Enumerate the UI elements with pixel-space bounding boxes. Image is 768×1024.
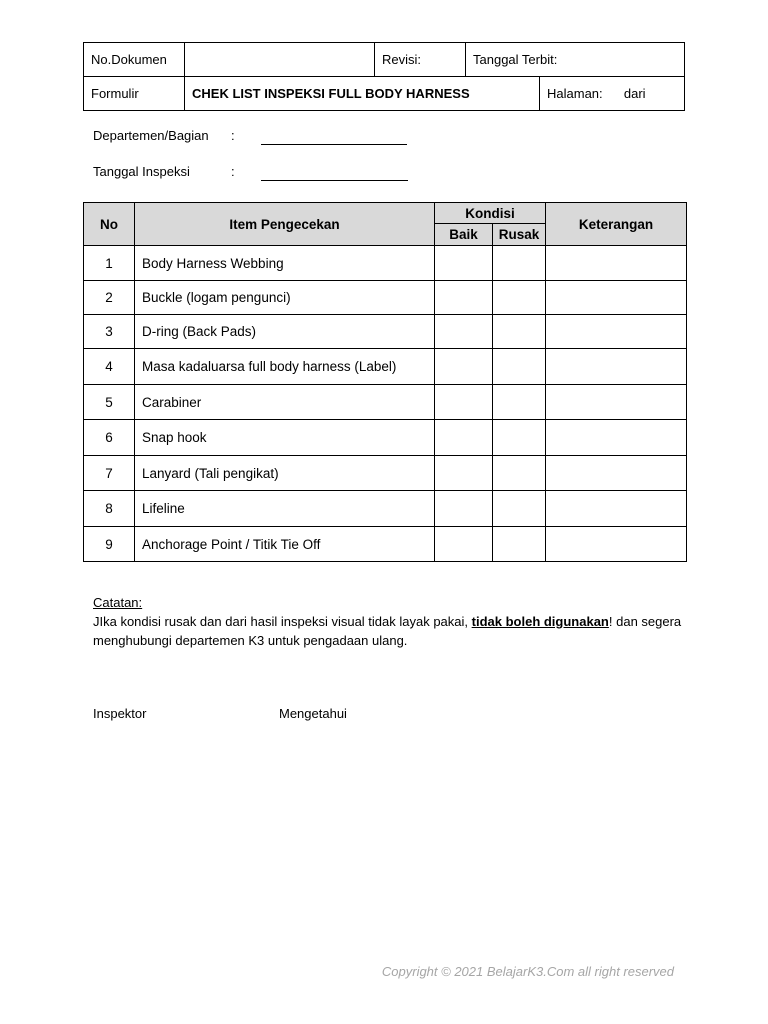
col-header-baik: Baik bbox=[435, 224, 493, 246]
no-dokumen-value[interactable] bbox=[185, 43, 375, 77]
row-no: 4 bbox=[84, 349, 135, 385]
baik-checkbox-cell[interactable] bbox=[435, 527, 493, 562]
notes-text-before: JIka kondisi rusak dan dari hasil inspeksi visual tidak layak pakai, bbox=[93, 614, 472, 629]
rusak-checkbox-cell[interactable] bbox=[493, 491, 546, 527]
departemen-label: Departemen/Bagian bbox=[93, 128, 209, 143]
row-item: Snap hook bbox=[135, 420, 435, 456]
halaman-label: Halaman: bbox=[547, 86, 603, 101]
rusak-checkbox-cell[interactable] bbox=[493, 456, 546, 491]
tanggal-inspeksi-input-line[interactable] bbox=[261, 180, 408, 181]
rusak-checkbox-cell[interactable] bbox=[493, 527, 546, 562]
baik-checkbox-cell[interactable] bbox=[435, 491, 493, 527]
keterangan-cell[interactable] bbox=[546, 281, 687, 315]
table-row bbox=[84, 349, 687, 385]
departemen-input-line[interactable] bbox=[261, 144, 407, 145]
row-no: 9 bbox=[84, 527, 135, 562]
revisi-label: Revisi: bbox=[375, 43, 466, 77]
notes-section bbox=[93, 593, 683, 650]
keterangan-cell[interactable] bbox=[546, 491, 687, 527]
row-no: 5 bbox=[84, 385, 135, 420]
col-header-rusak: Rusak bbox=[493, 224, 546, 246]
signature-mengetahui: Mengetahui bbox=[279, 706, 347, 721]
keterangan-cell[interactable] bbox=[546, 349, 687, 385]
signature-inspektor: Inspektor bbox=[93, 706, 147, 721]
rusak-checkbox-cell[interactable] bbox=[493, 246, 546, 281]
baik-checkbox-cell[interactable] bbox=[435, 349, 493, 385]
keterangan-cell[interactable] bbox=[546, 246, 687, 281]
row-item: Lifeline bbox=[135, 491, 435, 527]
table-row bbox=[84, 491, 687, 527]
baik-checkbox-cell[interactable] bbox=[435, 420, 493, 456]
departemen-colon: : bbox=[231, 128, 235, 143]
row-no: 7 bbox=[84, 456, 135, 491]
document-header-table bbox=[83, 42, 685, 111]
row-item: Buckle (logam pengunci) bbox=[135, 281, 435, 315]
tanggal-inspeksi-colon: : bbox=[231, 164, 235, 179]
row-item: Carabiner bbox=[135, 385, 435, 420]
notes-emphasis: tidak boleh digunakan bbox=[471, 614, 609, 629]
rusak-checkbox-cell[interactable] bbox=[493, 385, 546, 420]
tanggal-terbit-label: Tanggal Terbit: bbox=[466, 43, 685, 77]
checklist-table bbox=[83, 202, 687, 562]
keterangan-cell[interactable] bbox=[546, 527, 687, 562]
halaman-cell bbox=[540, 77, 685, 111]
col-header-keterangan: Keterangan bbox=[546, 203, 687, 246]
row-item: Masa kadaluarsa full body harness (Label) bbox=[135, 349, 435, 385]
formulir-label: Formulir bbox=[84, 77, 185, 111]
table-row bbox=[84, 281, 687, 315]
baik-checkbox-cell[interactable] bbox=[435, 281, 493, 315]
rusak-checkbox-cell[interactable] bbox=[493, 281, 546, 315]
keterangan-cell[interactable] bbox=[546, 315, 687, 349]
row-no: 3 bbox=[84, 315, 135, 349]
table-row bbox=[84, 315, 687, 349]
baik-checkbox-cell[interactable] bbox=[435, 385, 493, 420]
row-item: Body Harness Webbing bbox=[135, 246, 435, 281]
baik-checkbox-cell[interactable] bbox=[435, 456, 493, 491]
notes-text-after: ! dan segera menghubungi departemen K3 untuk pengadaan ulang. bbox=[93, 614, 682, 648]
table-row bbox=[84, 385, 687, 420]
rusak-checkbox-cell[interactable] bbox=[493, 315, 546, 349]
row-no: 8 bbox=[84, 491, 135, 527]
row-no: 2 bbox=[84, 281, 135, 315]
row-no: 6 bbox=[84, 420, 135, 456]
keterangan-cell[interactable] bbox=[546, 456, 687, 491]
row-item: Lanyard (Tali pengikat) bbox=[135, 456, 435, 491]
copyright-text: Copyright © 2021 BelajarK3.Com all right reserved bbox=[381, 964, 674, 979]
tanggal-inspeksi-label: Tanggal Inspeksi bbox=[93, 164, 190, 179]
keterangan-cell[interactable] bbox=[546, 385, 687, 420]
row-no: 1 bbox=[84, 246, 135, 281]
col-header-kondisi: Kondisi bbox=[435, 203, 546, 224]
keterangan-cell[interactable] bbox=[546, 420, 687, 456]
baik-checkbox-cell[interactable] bbox=[435, 315, 493, 349]
col-header-item: Item Pengecekan bbox=[135, 203, 435, 246]
baik-checkbox-cell[interactable] bbox=[435, 246, 493, 281]
rusak-checkbox-cell[interactable] bbox=[493, 349, 546, 385]
row-item: Anchorage Point / Titik Tie Off bbox=[135, 527, 435, 562]
table-row bbox=[84, 420, 687, 456]
dari-label: dari bbox=[623, 86, 646, 101]
notes-heading: Catatan: bbox=[93, 595, 143, 610]
notes-text bbox=[93, 612, 683, 650]
table-row bbox=[84, 246, 687, 281]
form-title: CHEK LIST INSPEKSI FULL BODY HARNESS bbox=[185, 77, 540, 111]
rusak-checkbox-cell[interactable] bbox=[493, 420, 546, 456]
table-row bbox=[84, 456, 687, 491]
col-header-no: No bbox=[84, 203, 135, 246]
table-row bbox=[84, 527, 687, 562]
no-dokumen-label: No.Dokumen bbox=[84, 43, 185, 77]
row-item: D-ring (Back Pads) bbox=[135, 315, 435, 349]
